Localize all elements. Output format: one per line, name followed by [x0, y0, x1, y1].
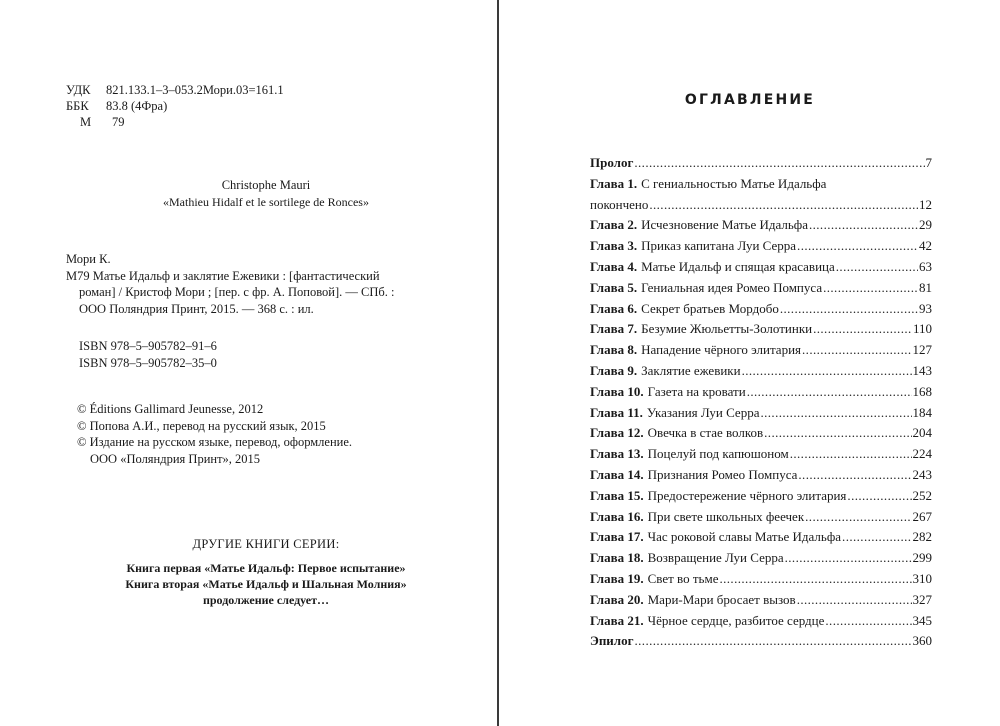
toc-entry-label: Глава 7. — [590, 321, 638, 337]
series-heading: ДРУГИЕ КНИГИ СЕРИИ: — [192, 537, 340, 551]
toc-entry-title: Мари-Мари бросает вызов — [647, 591, 796, 607]
toc-entry-title: Нападение чёрного элитария — [641, 342, 802, 358]
toc-entry — [590, 257, 932, 278]
toc-entry — [590, 486, 932, 507]
isbn-line: ISBN 978–5–905782–91–6 — [79, 339, 217, 353]
udk-code: УДК 821.133.1–3–053.2Мори.03=161.1 — [66, 83, 284, 97]
toc-entry-label: Глава 20. — [590, 591, 644, 607]
toc-leader-dots — [836, 257, 918, 278]
toc-entry-title: Свет во тьме — [647, 570, 719, 586]
copyright-line: © Попова А.И., перевод на русский язык, 2015 — [77, 418, 326, 433]
toc-entry-page: 93 — [919, 300, 932, 316]
toc-entry-label: Глава 14. — [590, 466, 644, 482]
isbn-line: ISBN 978–5–905782–35–0 — [79, 355, 217, 370]
author-mark: М 79 — [80, 115, 125, 129]
bbk-code: ББК 83.8 (4Фра) — [66, 99, 168, 113]
toc-entry-page: 81 — [919, 279, 932, 295]
toc-entry — [590, 299, 932, 320]
toc-entry-page: 224 — [912, 446, 932, 462]
toc-entry-title: Чёрное сердце, разбитое сердце — [647, 612, 825, 628]
toc-entry-label: Глава 6. — [590, 300, 638, 316]
toc-leader-dots — [802, 340, 911, 361]
toc-entry-page: 360 — [912, 633, 932, 649]
toc-leader-dots — [847, 486, 911, 507]
toc-entry-label: Глава 17. — [590, 529, 644, 545]
toc-entry — [590, 590, 932, 611]
catalog-record — [66, 251, 416, 317]
toc-entry — [590, 548, 932, 569]
toc-entry — [590, 153, 932, 174]
toc-entry-label: Глава 18. — [590, 550, 644, 566]
toc-entry-page: 252 — [912, 487, 932, 503]
toc-entry — [590, 444, 932, 465]
toc-entry-page: 310 — [912, 570, 932, 586]
toc-leader-dots — [785, 548, 912, 569]
toc-entry-label: Глава 4. — [590, 258, 638, 274]
toc-entry-label: Глава 8. — [590, 342, 638, 358]
toc-entry-page: 168 — [912, 383, 932, 399]
toc-entry-title: Указания Луи Серра — [646, 404, 760, 420]
original-title: «Mathieu Hidalf et le sortilege de Ronces» — [163, 195, 369, 209]
toc-entry-page: 12 — [919, 196, 932, 212]
toc-entry-label: Пролог — [590, 155, 634, 170]
toc-entry — [590, 174, 932, 195]
toc-entry-label: Глава 10. — [590, 383, 644, 399]
toc-entry — [590, 423, 932, 444]
toc-leader-dots — [790, 444, 912, 465]
toc-leader-dots — [649, 195, 918, 216]
toc-entry-title: Исчезновение Матье Идальфа — [641, 217, 808, 233]
original-author: Christophe Mauri — [221, 178, 311, 192]
toc-leader-dots — [764, 423, 911, 444]
toc-entry-title: Поцелуй под капюшоном — [647, 446, 789, 462]
toc-leader-dots — [760, 403, 911, 424]
toc-entry-page: 282 — [912, 529, 932, 545]
toc-entry-title: Овечка в стае волков — [647, 425, 764, 441]
toc-entry-title-cont: покончено — [590, 196, 649, 212]
toc-entry-page: 184 — [912, 404, 932, 420]
toc-title: ОГЛАВЛЕНИЕ — [684, 92, 816, 108]
toc-entry-label: Глава 13. — [590, 446, 644, 462]
toc-entry-label: Эпилог — [590, 633, 634, 649]
toc-entry-title: Приказ капитана Луи Серра — [641, 238, 797, 254]
toc-leader-dots — [742, 361, 912, 382]
toc-entry-title: Безумие Жюльетты-Золотинки — [641, 321, 813, 337]
toc-entry — [590, 340, 932, 361]
toc-entry-label: Глава 2. — [590, 217, 638, 233]
toc-entry-page: 7 — [925, 155, 932, 170]
toc-leader-dots — [805, 507, 911, 528]
left-page — [0, 0, 498, 726]
toc-entry-label: Глава 1. — [590, 175, 638, 191]
toc-leader-dots — [809, 215, 918, 236]
toc-leader-dots — [634, 153, 924, 174]
toc-entry-page: 143 — [912, 362, 932, 378]
toc-entry-page: 29 — [919, 217, 932, 233]
toc-entry-label: Глава 21. — [590, 612, 644, 628]
toc-entry — [590, 507, 932, 528]
toc-entry — [590, 611, 932, 632]
toc-entry-label: Глава 19. — [590, 570, 644, 586]
toc-entry — [590, 215, 932, 236]
toc-entry-title: С гениальностью Матье Идальфа — [641, 175, 827, 191]
toc-leader-dots — [798, 465, 911, 486]
copyright-block — [77, 401, 352, 467]
series-item: продолжение следует… — [202, 593, 330, 607]
table-of-contents — [590, 153, 932, 652]
toc-entry — [590, 631, 932, 652]
toc-leader-dots — [747, 382, 912, 403]
toc-entry — [590, 236, 932, 257]
series-item: Книга первая «Матье Идальф: Первое испытание» — [126, 561, 406, 575]
toc-entry-label: Глава 16. — [590, 508, 644, 524]
toc-entry — [590, 465, 932, 486]
toc-entry-label: Глава 3. — [590, 238, 638, 254]
toc-leader-dots — [825, 611, 911, 632]
library-codes — [66, 82, 284, 130]
toc-entry — [590, 382, 932, 403]
toc-entry-page: 243 — [912, 466, 932, 482]
toc-entry — [590, 569, 932, 590]
toc-entry-title: Признания Ромео Помпуса — [647, 466, 798, 482]
toc-entry-page: 127 — [912, 342, 932, 358]
toc-entry-page: 204 — [912, 425, 932, 441]
toc-entry — [590, 361, 932, 382]
copyright-line: ООО «Поляндрия Принт», 2015 — [90, 451, 261, 466]
toc-entry-title: Газета на кровати — [647, 383, 746, 399]
series-block — [66, 537, 466, 608]
toc-leader-dots — [842, 527, 911, 548]
toc-entry-title: Гениальная идея Ромео Помпуса — [641, 279, 823, 295]
toc-entry — [590, 527, 932, 548]
toc-entry-label: Глава 11. — [590, 404, 643, 420]
copyright-line: © Éditions Gallimard Jeunesse, 2012 — [77, 402, 264, 416]
catalog-line: М79 Матье Идальф и заклятие Ежевики : [фантастический — [66, 268, 380, 283]
toc-entry — [590, 319, 932, 340]
toc-entry-page: 42 — [919, 238, 932, 254]
toc-entry-label: Глава 9. — [590, 362, 638, 378]
toc-entry-page: 110 — [912, 321, 932, 337]
toc-leader-dots — [813, 319, 912, 340]
toc-leader-dots — [797, 590, 912, 611]
toc-entry-page: 299 — [912, 550, 932, 566]
toc-entry-label: Глава 5. — [590, 279, 638, 295]
page-gutter — [497, 0, 499, 726]
toc-entry-page: 267 — [912, 508, 932, 524]
toc-entry-page: 63 — [919, 258, 932, 274]
toc-entry-title: Предостережение чёрного элитария — [647, 487, 847, 503]
toc-entry-page: 345 — [912, 612, 932, 628]
toc-entry-title: Секрет братьев Мордобо — [641, 300, 779, 316]
isbn-list — [79, 338, 217, 371]
toc-entry-title: При свете школьных феечек — [647, 508, 805, 524]
toc-entry-page: 327 — [912, 591, 932, 607]
catalog-line: роман] / Кристоф Мори ; [пер. с фр. А. Поповой]. — СПб. : — [79, 285, 395, 299]
toc-leader-dots — [780, 299, 918, 320]
toc-entry — [590, 403, 932, 424]
catalog-author: Мори К. — [66, 252, 111, 266]
toc-leader-dots — [635, 631, 912, 652]
catalog-line: ООО Поляндрия Принт, 2015. — 368 с. : ил. — [79, 301, 314, 316]
toc-leader-dots — [719, 569, 911, 590]
toc-entry — [590, 278, 932, 299]
copyright-line: © Издание на русском языке, перевод, оформление. — [77, 435, 353, 449]
toc-entry-title: Матье Идальф и спящая красавица — [641, 258, 835, 274]
toc-leader-dots — [823, 278, 918, 299]
toc-entry-title: Возвращение Луи Серра — [647, 550, 784, 566]
toc-entry-continuation — [590, 195, 932, 216]
original-edition — [66, 177, 466, 211]
series-item: Книга вторая «Матье Идальф и Шальная Молния» — [125, 577, 407, 591]
toc-entry-label: Глава 12. — [590, 425, 644, 441]
toc-leader-dots — [797, 236, 918, 257]
toc-entry-label: Глава 15. — [590, 487, 644, 503]
toc-entry-title: Час роковой славы Матье Идальфа — [647, 529, 842, 545]
toc-entry-title: Заклятие ежевики — [641, 362, 741, 378]
